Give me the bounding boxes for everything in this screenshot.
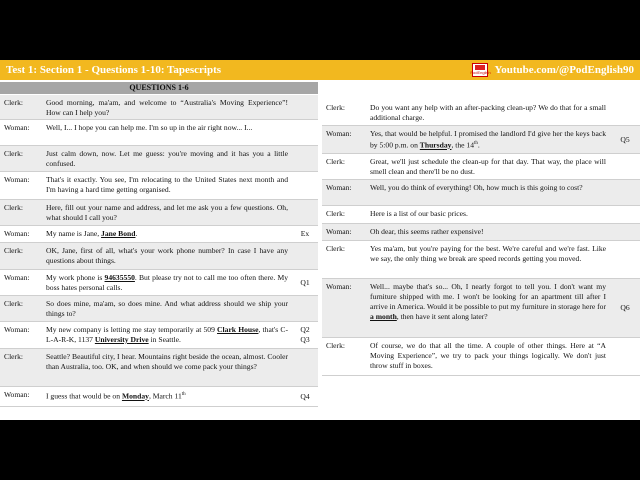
slide [0,60,640,420]
question-tag [292,296,318,321]
answer-highlight: Monday [121,391,149,401]
dialogue-row [0,120,318,146]
speaker: Clerk: [4,299,23,308]
question-tag [292,146,318,171]
question-tag: Q4 [300,391,310,401]
dialogue-row [0,226,318,243]
dialogue-row [322,338,640,376]
answer-highlight: Clark House [217,325,259,334]
line-text: Well... maybe that's so... Oh, I nearly forgot to tell you. I don't want my furniture shipped with me. I won't be looking for an apartment till after I arrive in America. Would it be possible to put my furniture in storage here for a month, then have it sent along later? [370,282,606,321]
question-tag: Q2 Q3 [300,325,310,344]
question-tag [610,224,640,240]
dialogue-row [322,224,640,241]
question-tag [610,154,640,179]
answer-highlight: a month [370,312,397,321]
speaker: Woman: [326,129,352,138]
speaker: Clerk: [326,341,345,350]
dialogue-row [322,180,640,206]
dialogue-row [322,279,640,338]
speaker: Clerk: [326,244,345,253]
line-text: OK, Jane, first of all, what's your work phone number? In case I have any questions about things. [46,246,288,265]
speaker: Woman: [326,227,352,236]
question-tag [292,172,318,199]
line-text: Well, you do think of everything! Oh, how much is this going to cost? [370,183,583,192]
line-text: Do you want any help with an after-packing clean-up? We do that for a small additional charge. [370,103,606,122]
line-text: I guess that would be on Monday, March 11th [46,391,186,401]
dialogue-row [0,95,318,120]
speaker: Woman: [4,273,30,282]
dialogue-row [0,387,318,407]
podenglish-logo: PodEnglish [472,63,488,77]
speaker: Woman: [4,123,30,132]
right-column [322,100,640,376]
line-text: Of course, we do that all the time. A couple of other things. Here at “A Moving Experience”, we try to pack your things logically. We don't just throw stuff in boxes. [370,341,606,370]
line-text: My new company is letting me stay temporarily at 509 Clark House, that's C-L-A-R-K, 1137 University Drive in Seattle. [46,325,289,344]
question-tag: Q6 [620,303,630,312]
dialogue-row [0,146,318,172]
answer-highlight: Thursday [419,140,452,150]
section-heading: QUESTIONS 1-6 [0,82,318,94]
answer-highlight: 94635550 [104,273,135,282]
speaker: Woman: [4,175,30,184]
dialogue-row [322,206,640,224]
answer-highlight: University Drive [94,335,149,344]
speaker: Clerk: [4,149,23,158]
question-tag [292,349,318,386]
question-tag [610,180,640,205]
title-bar [0,60,640,80]
question-tag [292,200,318,225]
speaker: Woman: [4,229,30,238]
line-text: My work phone is 94635550. But please try not to call me too often there. My boss hates personal calls. [46,273,288,292]
speaker: Clerk: [4,203,23,212]
line-text: That's it exactly. You see, I'm relocating to the United States next month and I'm having a hard time getting organised. [46,175,288,194]
answer-highlight: Jane Bond [101,229,136,238]
speaker: Woman: [326,282,352,291]
dialogue-row [0,349,318,387]
question-tag [292,120,318,145]
question-tag [610,338,640,375]
dialogue-row [0,296,318,322]
line-text: Great, we'll just schedule the clean-up for that day. That way, the place will smell clean and there'll be no dust. [370,157,606,176]
speaker: Clerk: [326,103,345,112]
speaker: Clerk: [4,246,23,255]
speaker: Woman: [326,183,352,192]
dialogue-row [0,200,318,226]
line-text: Just calm down, now. Let me guess: you're moving and it has you a little confused. [46,149,288,168]
line-text: Here, fill out your name and address, and let me ask you a few questions. Oh, what should I call you? [46,203,288,222]
dialogue-row [0,270,318,296]
line-text: Yes ma'am, but you're paying for the best. We're careful and we're fast. Like we say, the only thing we break are speed records getting you moved. [370,244,606,263]
line-text: Oh dear, this seems rather expensive! [370,227,484,236]
question-tag [610,241,640,278]
question-tag: Q1 [300,277,310,287]
speaker: Woman: [4,390,30,399]
question-tag: Ex [300,229,310,238]
line-text: Seattle? Beautiful city, I hear. Mountains right beside the ocean, almost. Cooler than Australia, too. OK, and when should we come pack your things? [46,352,288,371]
left-column [0,82,318,407]
line-text: Here is a list of our basic prices. [370,209,468,218]
dialogue-row [322,126,640,154]
page-title: Test 1: Section 1 - Questions 1-10: Tapescripts [6,64,222,76]
channel-link[interactable]: Youtube.com/@PodEnglish90 [494,64,634,76]
line-text: Yes, that would be helpful. I promised the landlord I'd give her the keys back by 5:00 p.m. on Thursday, the 14th. [370,129,606,150]
dialogue-row [322,100,640,126]
line-text: My name is Jane, Jane Bond. [46,229,138,238]
line-text: Good morning, ma'am, and welcome to “Australia's Moving Experience”! How can I help you? [46,98,288,117]
speaker: Woman: [4,325,30,334]
dialogue-row [0,172,318,200]
dialogue-row [0,322,318,349]
speaker: Clerk: [4,98,23,107]
question-tag [292,95,318,119]
question-tag [610,206,640,223]
question-tag [610,100,640,125]
line-text: So does mine, ma'am, so does mine. And what address should we ship your things to? [46,299,288,318]
dialogue-row [322,241,640,279]
dialogue-row [0,243,318,270]
speaker: Clerk: [326,209,345,218]
speaker: Clerk: [326,157,345,166]
question-tag: Q5 [620,134,630,144]
line-text: Well, I... I hope you can help me. I'm so up in the air right now... I... [46,123,253,132]
question-tag [292,243,318,269]
dialogue-row [322,154,640,180]
speaker: Clerk: [4,352,23,361]
